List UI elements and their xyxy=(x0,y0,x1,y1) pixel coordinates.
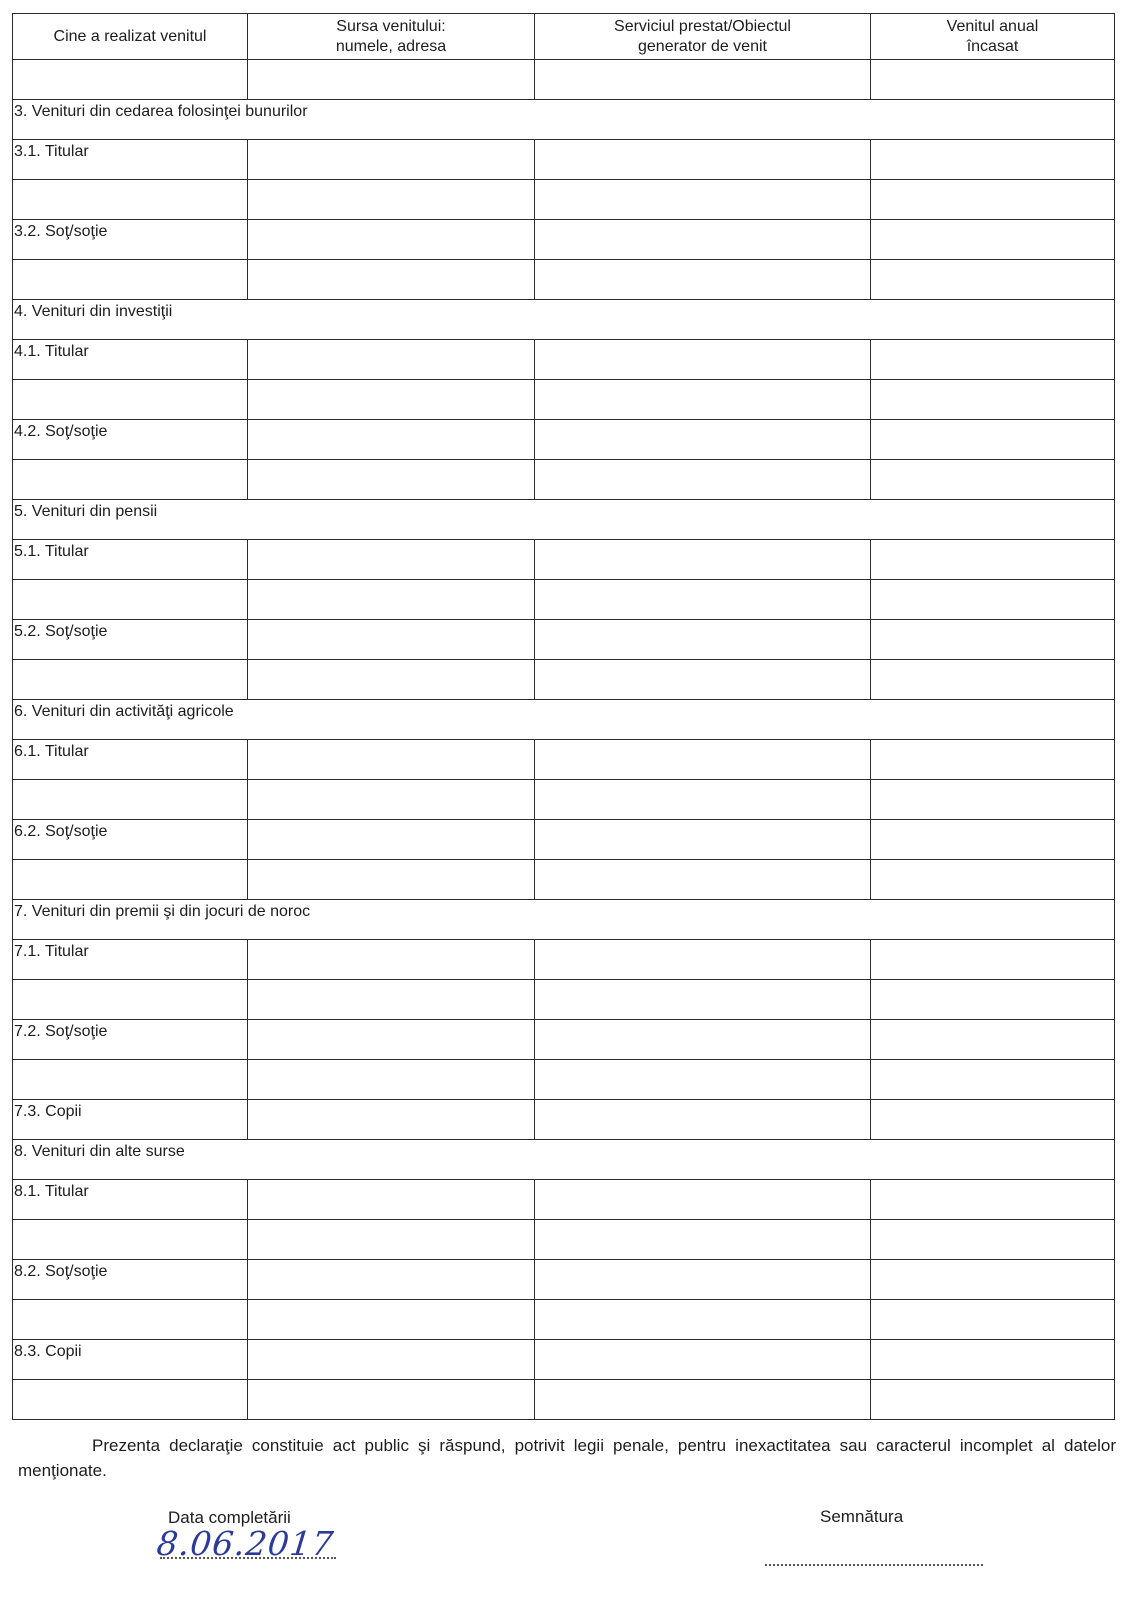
table-cell[interactable] xyxy=(535,420,871,460)
subsection-label: 8.2. Soţ/soţie xyxy=(13,1260,248,1300)
header-line: numele, adresa xyxy=(335,37,447,55)
table-cell[interactable] xyxy=(871,620,1115,660)
table-cell[interactable] xyxy=(248,1100,535,1140)
date-label: Data completării xyxy=(168,1508,291,1527)
table-cell[interactable] xyxy=(248,140,535,180)
table-row xyxy=(13,780,1115,820)
table-row xyxy=(13,1220,1115,1260)
header-line: Venitul anual xyxy=(946,17,1039,35)
table-cell[interactable] xyxy=(535,980,871,1020)
table-cell[interactable] xyxy=(535,1100,871,1140)
table-cell[interactable] xyxy=(248,1020,535,1060)
subsection-label: 7.3. Copii xyxy=(13,1100,248,1140)
table-body xyxy=(13,60,1115,1420)
table-cell[interactable] xyxy=(535,1340,871,1380)
table-cell[interactable] xyxy=(13,660,248,700)
table-cell[interactable] xyxy=(248,660,535,700)
subsection-label: 5.2. Soţ/soţie xyxy=(13,620,248,660)
table-row xyxy=(13,1060,1115,1100)
table-cell[interactable] xyxy=(13,1220,248,1260)
table-cell[interactable] xyxy=(871,780,1115,820)
table-cell[interactable] xyxy=(248,820,535,860)
table-row xyxy=(13,340,1115,380)
table-cell[interactable] xyxy=(535,660,871,700)
subsection-label: 5.1. Titular xyxy=(13,540,248,580)
table-cell[interactable] xyxy=(871,180,1115,220)
table-cell[interactable] xyxy=(871,1340,1115,1380)
header-service-provided xyxy=(535,14,871,60)
handwritten-date: 8.06.2017 xyxy=(154,1524,337,1563)
table-cell[interactable] xyxy=(871,580,1115,620)
table-cell[interactable] xyxy=(535,60,871,100)
signature-dotted-line[interactable] xyxy=(765,1564,983,1566)
table-cell[interactable] xyxy=(871,540,1115,580)
table-cell[interactable] xyxy=(535,1180,871,1220)
table-cell[interactable] xyxy=(535,540,871,580)
table-row xyxy=(13,1380,1115,1420)
table-cell[interactable] xyxy=(248,540,535,580)
table-cell[interactable] xyxy=(535,260,871,300)
table-cell[interactable] xyxy=(248,460,535,500)
table-row xyxy=(13,820,1115,860)
subsection-label: 4.1. Titular xyxy=(13,340,248,380)
table-cell[interactable] xyxy=(871,60,1115,100)
header-income-source xyxy=(248,14,535,60)
subsection-label: 3.1. Titular xyxy=(13,140,248,180)
section-title: 7. Venituri din premii şi din jocuri de noroc xyxy=(13,900,1115,940)
table-cell[interactable] xyxy=(13,60,248,100)
subsection-label: 4.2. Soţ/soţie xyxy=(13,420,248,460)
section-title: 3. Venituri din cedarea folosinţei bunurilor xyxy=(13,100,1115,140)
table-cell[interactable] xyxy=(871,1260,1115,1300)
table-row xyxy=(13,1300,1115,1340)
table-cell[interactable] xyxy=(248,380,535,420)
table-row xyxy=(13,460,1115,500)
section-row xyxy=(13,700,1115,740)
table-cell[interactable] xyxy=(871,860,1115,900)
table-row xyxy=(13,940,1115,980)
table-cell[interactable] xyxy=(871,260,1115,300)
table-cell[interactable] xyxy=(535,460,871,500)
table-header-row xyxy=(13,14,1115,60)
table-row xyxy=(13,220,1115,260)
income-declaration-table xyxy=(12,13,1115,1420)
table-cell[interactable] xyxy=(13,780,248,820)
table-row xyxy=(13,1020,1115,1060)
table-row xyxy=(13,860,1115,900)
table-cell[interactable] xyxy=(535,140,871,180)
table-cell[interactable] xyxy=(871,1300,1115,1340)
table-row xyxy=(13,740,1115,780)
table-row xyxy=(13,180,1115,220)
subsection-label: 8.3. Copii xyxy=(13,1340,248,1380)
table-cell[interactable] xyxy=(535,1260,871,1300)
table-row xyxy=(13,1340,1115,1380)
table-cell[interactable] xyxy=(13,580,248,620)
table-cell[interactable] xyxy=(871,340,1115,380)
table-cell[interactable] xyxy=(535,220,871,260)
table-cell[interactable] xyxy=(871,1380,1115,1420)
table-cell[interactable] xyxy=(248,220,535,260)
table-cell[interactable] xyxy=(248,260,535,300)
table-row xyxy=(13,1100,1115,1140)
table-row xyxy=(13,140,1115,180)
header-who-earned: Cine a realizat venitul xyxy=(13,14,248,60)
table-cell[interactable] xyxy=(248,940,535,980)
section-title: 6. Venituri din activităţi agricole xyxy=(13,700,1115,740)
table-cell[interactable] xyxy=(13,980,248,1020)
table-cell[interactable] xyxy=(871,420,1115,460)
table-cell[interactable] xyxy=(535,580,871,620)
table-row xyxy=(13,420,1115,460)
table-cell[interactable] xyxy=(871,140,1115,180)
subsection-label: 7.2. Soţ/soţie xyxy=(13,1020,248,1060)
table-row xyxy=(13,620,1115,660)
table-cell[interactable] xyxy=(248,580,535,620)
section-title: 5. Venituri din pensii xyxy=(13,500,1115,540)
table-cell[interactable] xyxy=(871,980,1115,1020)
table-cell[interactable] xyxy=(535,940,871,980)
header-line: Sursa venitului: xyxy=(336,17,446,35)
table-cell[interactable] xyxy=(535,1060,871,1100)
table-row xyxy=(13,580,1115,620)
table-cell[interactable] xyxy=(871,1020,1115,1060)
table-row xyxy=(13,660,1115,700)
table-cell[interactable] xyxy=(871,1060,1115,1100)
header-annual-income xyxy=(871,14,1115,60)
table-cell[interactable] xyxy=(13,860,248,900)
table-cell[interactable] xyxy=(871,660,1115,700)
subsection-label: 3.2. Soţ/soţie xyxy=(13,220,248,260)
table-cell[interactable] xyxy=(248,1060,535,1100)
table-row xyxy=(13,980,1115,1020)
subsection-label: 6.2. Soţ/soţie xyxy=(13,820,248,860)
table-cell[interactable] xyxy=(871,820,1115,860)
table-cell[interactable] xyxy=(248,980,535,1020)
table-cell[interactable] xyxy=(871,1180,1115,1220)
table-cell[interactable] xyxy=(535,740,871,780)
table-cell[interactable] xyxy=(248,620,535,660)
signature-label: Semnătura xyxy=(820,1507,904,1526)
section-title: 8. Venituri din alte surse xyxy=(13,1140,1115,1180)
table-cell[interactable] xyxy=(248,420,535,460)
table-cell[interactable] xyxy=(248,1180,535,1220)
table-cell[interactable] xyxy=(535,1220,871,1260)
table-cell[interactable] xyxy=(535,780,871,820)
table-cell[interactable] xyxy=(248,780,535,820)
table-cell[interactable] xyxy=(248,1260,535,1300)
table-cell[interactable] xyxy=(248,340,535,380)
subsection-label: 8.1. Titular xyxy=(13,1180,248,1220)
header-line: generator de venit xyxy=(638,37,767,55)
table-cell[interactable] xyxy=(248,860,535,900)
section-row xyxy=(13,100,1115,140)
table-cell[interactable] xyxy=(871,1220,1115,1260)
table-cell[interactable] xyxy=(535,180,871,220)
table-cell[interactable] xyxy=(535,860,871,900)
table-cell[interactable] xyxy=(248,740,535,780)
table-cell[interactable] xyxy=(13,180,248,220)
table-cell[interactable] xyxy=(871,940,1115,980)
header-line: Serviciul prestat/Obiectul xyxy=(614,17,791,35)
subsection-label: 6.1. Titular xyxy=(13,740,248,780)
table-cell[interactable] xyxy=(871,220,1115,260)
table-cell[interactable] xyxy=(535,380,871,420)
section-row xyxy=(13,500,1115,540)
table-cell[interactable] xyxy=(248,1300,535,1340)
table-cell[interactable] xyxy=(13,1060,248,1100)
table-cell[interactable] xyxy=(871,740,1115,780)
declaration-text: Prezenta declaraţie constituie act public şi răspund, potrivit legii penale, pentru inexactitatea sau caracterul incomplet al datelor menţionate. xyxy=(18,1436,1116,1480)
table-cell[interactable] xyxy=(535,1020,871,1060)
table-row xyxy=(13,1260,1115,1300)
header-line: încasat xyxy=(966,37,1019,55)
table-cell[interactable] xyxy=(871,380,1115,420)
table-cell[interactable] xyxy=(248,1220,535,1260)
table-cell[interactable] xyxy=(248,1380,535,1420)
date-dotted-line xyxy=(160,1557,336,1559)
table-cell[interactable] xyxy=(535,340,871,380)
section-title: 4. Venituri din investiţii xyxy=(13,300,1115,340)
table-cell[interactable] xyxy=(871,460,1115,500)
table-cell[interactable] xyxy=(871,1100,1115,1140)
table-cell[interactable] xyxy=(13,260,248,300)
table-cell[interactable] xyxy=(248,1340,535,1380)
table-cell[interactable] xyxy=(248,60,535,100)
table-cell[interactable] xyxy=(535,820,871,860)
table-cell[interactable] xyxy=(535,620,871,660)
table-cell[interactable] xyxy=(248,180,535,220)
table-cell[interactable] xyxy=(535,1380,871,1420)
table-row xyxy=(13,380,1115,420)
table-row xyxy=(13,1180,1115,1220)
table-cell[interactable] xyxy=(13,460,248,500)
table-row xyxy=(13,60,1115,100)
table-cell[interactable] xyxy=(13,1300,248,1340)
table-cell[interactable] xyxy=(535,1300,871,1340)
section-row xyxy=(13,300,1115,340)
table-row xyxy=(13,260,1115,300)
subsection-label: 7.1. Titular xyxy=(13,940,248,980)
table-cell[interactable] xyxy=(13,380,248,420)
section-row xyxy=(13,900,1115,940)
table-row xyxy=(13,540,1115,580)
section-row xyxy=(13,1140,1115,1180)
table-cell[interactable] xyxy=(13,1380,248,1420)
